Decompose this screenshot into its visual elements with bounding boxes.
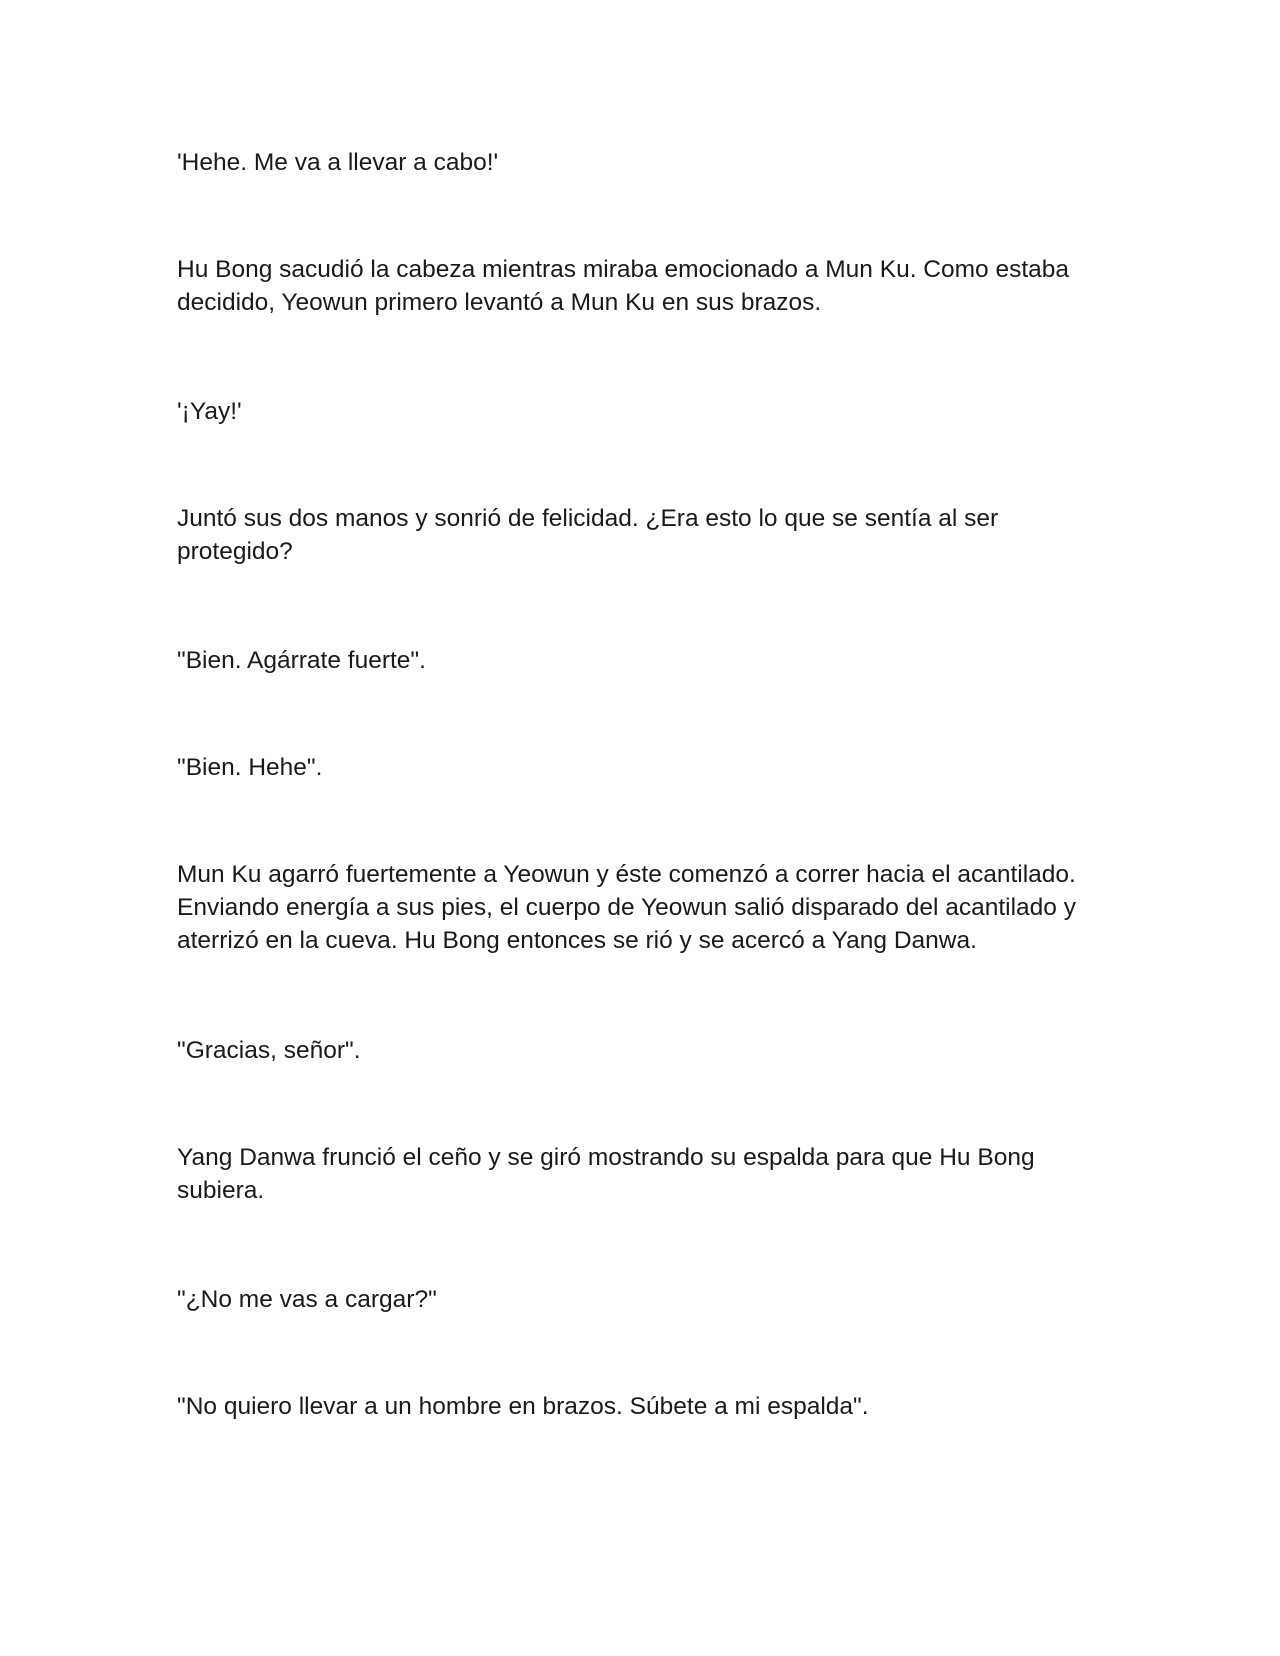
paragraph-1: 'Hehe. Me va a llevar a cabo!' — [177, 149, 499, 176]
paragraph-8: "Gracias, señor". — [177, 1037, 361, 1064]
paragraph-4: Juntó sus dos manos y sonrió de felicidad. ¿Era esto lo que se sentía al ser protegido? — [177, 505, 999, 565]
paragraph-6: "Bien. Hehe". — [177, 754, 323, 781]
paragraph-10: "¿No me vas a cargar?" — [177, 1286, 437, 1313]
paragraph-9: Yang Danwa frunció el ceño y se giró mostrando su espalda para que Hu Bong subiera. — [177, 1144, 1035, 1204]
paragraph-5: "Bien. Agárrate fuerte". — [177, 647, 426, 674]
paragraph-3: '¡Yay!' — [177, 398, 242, 425]
paragraph-7: Mun Ku agarró fuertemente a Yeowun y éste comenzó a correr hacia el acantilado. Enviando energía a sus pies, el cuerpo de Yeowun salió disparado del acantilado y aterrizó en la cueva. Hu Bong entonces se rió y se acercó a Yang Danwa. — [177, 861, 1076, 954]
paragraph-11: "No quiero llevar a un hombre en brazos. Súbete a mi espalda". — [177, 1393, 869, 1420]
paragraph-2: Hu Bong sacudió la cabeza mientras miraba emocionado a Mun Ku. Como estaba decidido, Yeowun primero levantó a Mun Ku en sus brazos. — [177, 256, 1070, 316]
